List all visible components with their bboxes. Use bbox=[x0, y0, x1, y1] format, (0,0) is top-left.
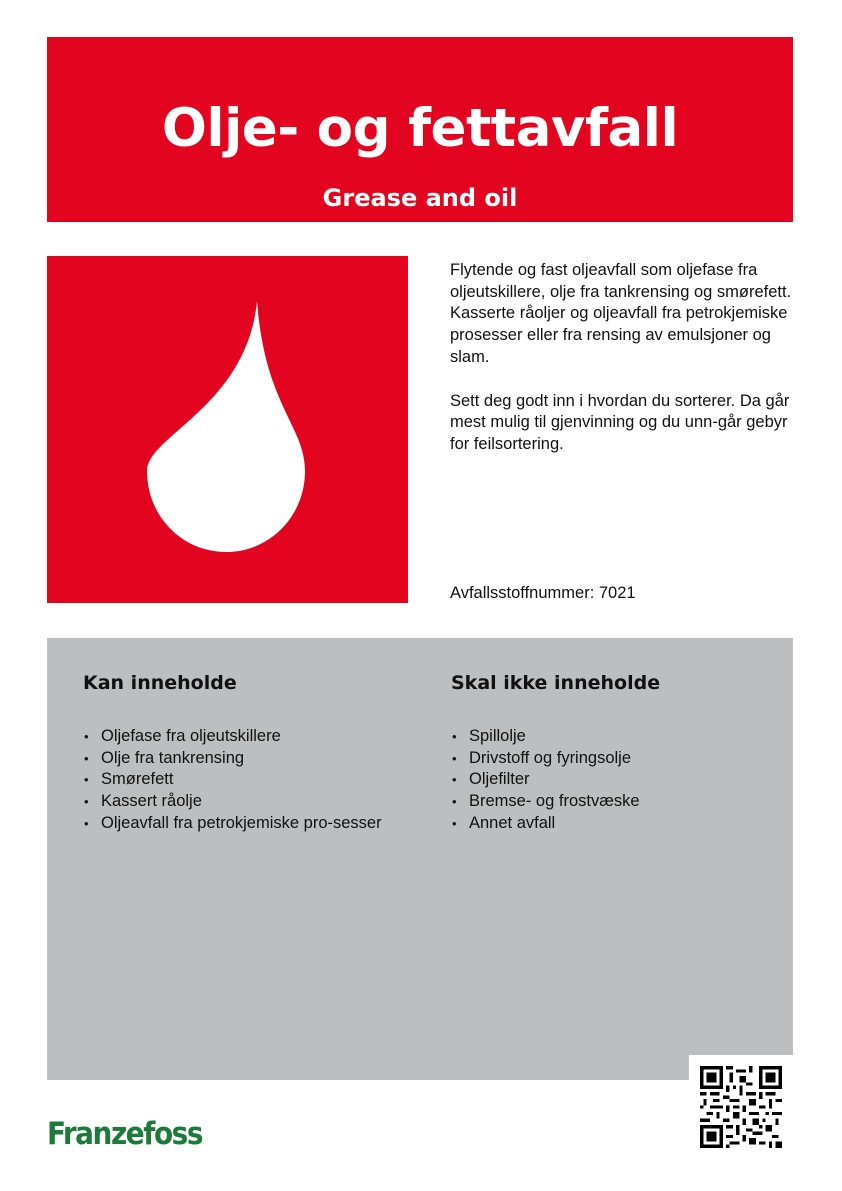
description-paragraph-2: Sett deg godt inn i hvordan du sorterer. Da går mest mulig til gjenvinning og du unn-går gebyr for feilsortering. bbox=[450, 391, 790, 453]
qr-code[interactable] bbox=[689, 1055, 793, 1159]
can-contain-section bbox=[83, 670, 383, 835]
list-item: • Kassert råolje bbox=[83, 791, 383, 813]
must-not-contain-list bbox=[451, 726, 751, 835]
header-banner bbox=[47, 37, 793, 222]
list-item: • Bremse- og frostvæske bbox=[451, 791, 751, 813]
list-item: • Drivstoff og fyringsolje bbox=[451, 748, 751, 770]
description bbox=[450, 260, 795, 478]
page-subtitle: Grease and oil bbox=[322, 184, 518, 212]
list-item: • Oljeavfall fra petrokjemiske pro-sesser bbox=[83, 813, 383, 835]
list-item: • Smørefett bbox=[83, 769, 383, 791]
description-paragraph-1: Flytende og fast oljeavfall som oljefase fra oljeutskillere, olje fra tankrensing og smørefett. Kasserte råoljer og oljeavfall fra petrokjemiske prosesser eller fra rensing av emulsjoner og slam. bbox=[450, 261, 792, 366]
qr-code-icon bbox=[700, 1066, 782, 1148]
list-item: • Spillolje bbox=[451, 726, 751, 748]
list-item: • Annet avfall bbox=[451, 813, 751, 835]
must-not-contain-heading: Skal ikke inneholde bbox=[451, 672, 661, 694]
list-item: • Olje fra tankrensing bbox=[83, 748, 383, 770]
can-contain-heading: Kan inneholde bbox=[83, 672, 237, 694]
oil-drop-icon bbox=[47, 256, 408, 603]
can-contain-list bbox=[83, 726, 383, 835]
must-not-contain-section bbox=[451, 670, 751, 835]
list-item: • Oljefase fra oljeutskillere bbox=[83, 726, 383, 748]
oil-drop-panel bbox=[47, 256, 408, 603]
list-item: • Oljefilter bbox=[451, 769, 751, 791]
franzefoss-logo: Franzefoss bbox=[47, 1116, 203, 1152]
page-title: Olje- og fettavfall bbox=[161, 98, 679, 159]
waste-number: Avfallsstoffnummer: 7021 bbox=[450, 584, 636, 602]
